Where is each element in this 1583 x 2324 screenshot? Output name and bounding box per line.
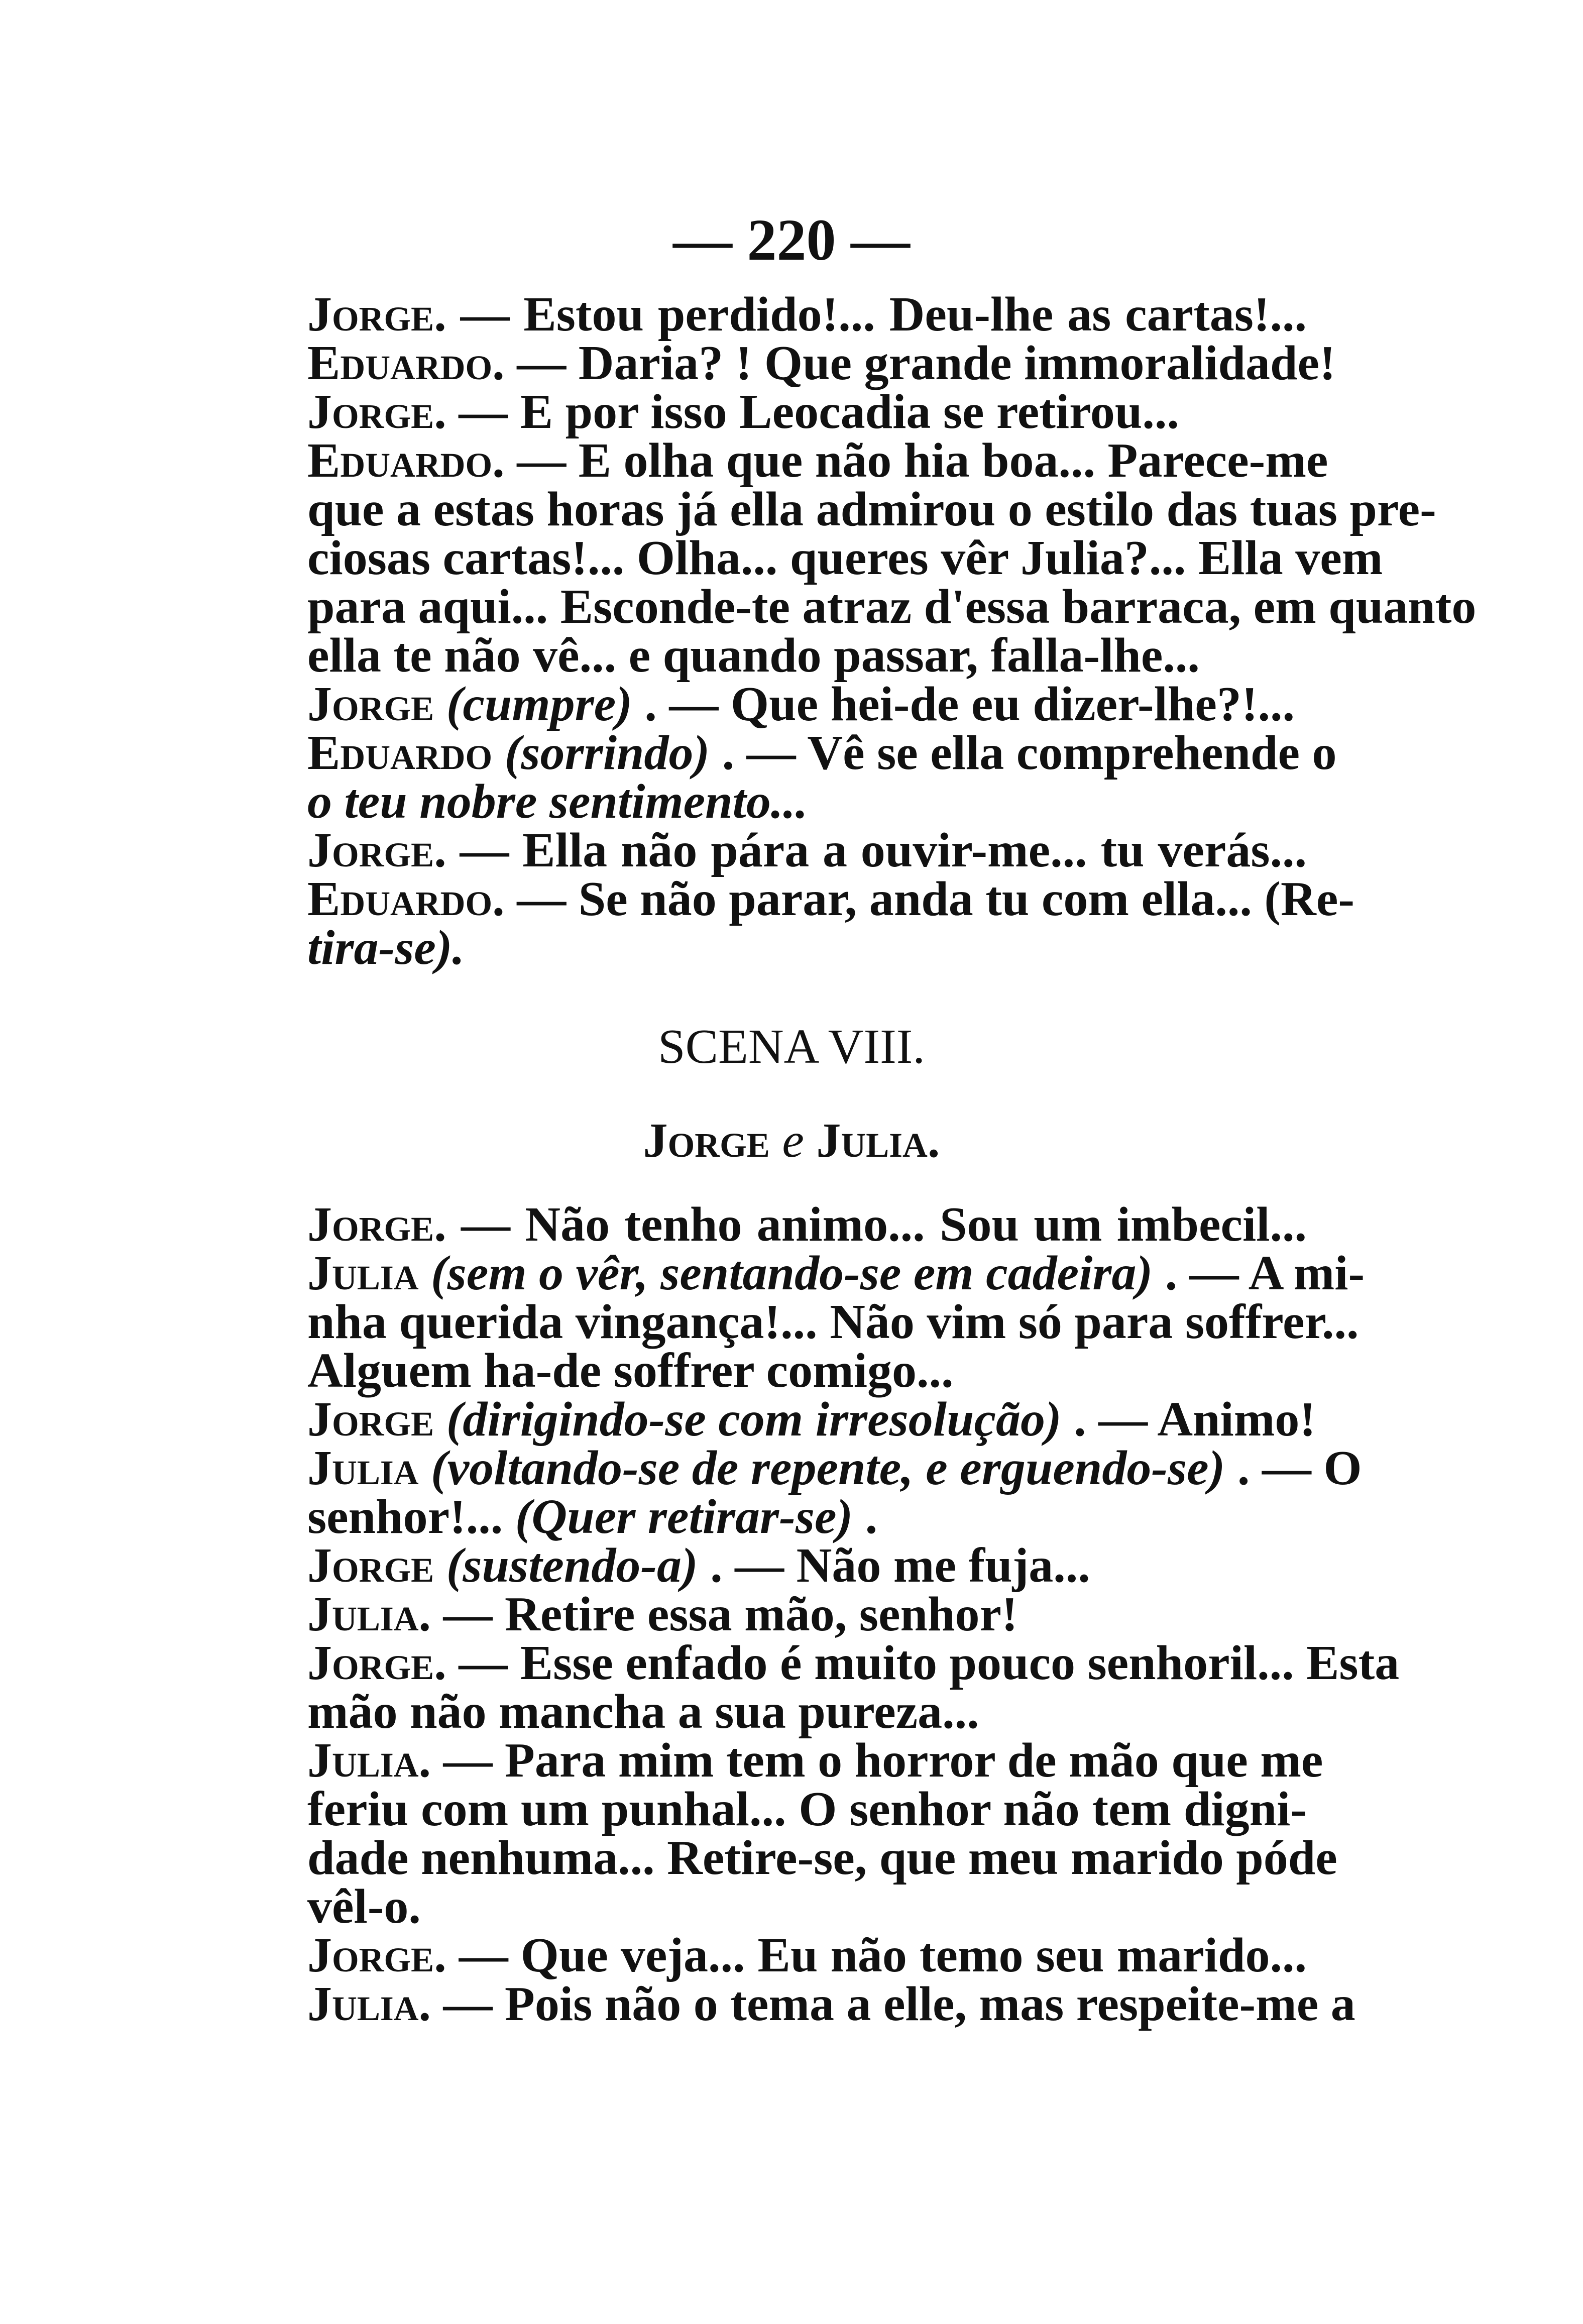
stage-direction: (voltando-se de repente, e erguendo-se) (431, 1441, 1225, 1495)
speaker-name: Eduardo. (307, 336, 505, 390)
text-line (307, 1685, 1307, 1739)
speaker-name: Jorge (307, 1392, 434, 1447)
line-text: . — O (1237, 1441, 1362, 1495)
speaker-name: Julia (307, 1441, 419, 1495)
line-text: — Ella não pára a ouvir-me... tu verás... (460, 823, 1307, 877)
text-line (307, 1587, 1307, 1641)
line-text: . — Não me fuja... (710, 1538, 1090, 1593)
text-line (307, 921, 1307, 975)
line-text: — E olha que não hia boa... Parece-me (517, 433, 1328, 488)
text-line (307, 1977, 1355, 2031)
text-line (307, 872, 1354, 926)
line-text: feriu com um punhal... O senhor não tem digni- (307, 1782, 1307, 1836)
dialogue-block-2 (307, 1197, 1400, 2031)
text-line (307, 823, 1307, 877)
stage-direction: (sustendo-a) (446, 1538, 698, 1593)
line-text: que a estas horas já ella admirou o estilo das tuas pre- (307, 482, 1436, 536)
line-text: vêl-o. (307, 1879, 421, 1934)
dialogue-block-1 (307, 287, 1477, 975)
stage-direction: o teu nobre sentimento... (307, 774, 808, 829)
text-line (307, 1879, 1307, 1934)
speaker-name: Julia. (307, 1977, 431, 2031)
conjunction: e (782, 1114, 804, 1168)
line-text: ella te não vê... e quando passar, falla-lhe... (307, 628, 1200, 683)
character-name: Jorge (643, 1114, 770, 1168)
stage-direction: (sorrindo) (504, 726, 710, 780)
text-line (307, 1782, 1307, 1836)
speaker-name: Jorge. (307, 1636, 446, 1690)
text-line (307, 1344, 1307, 1398)
text-line (307, 1538, 1307, 1593)
text-line (307, 726, 1337, 780)
text-line (307, 1636, 1400, 1690)
line-text: — Retire essa mão, senhor! (443, 1587, 1018, 1641)
line-text: . — Que hei-de eu dizer-lhe?!... (644, 677, 1295, 731)
text-line (307, 482, 1436, 536)
text-line (307, 580, 1477, 634)
line-text: — Se não parar, anda tu com ella... (Re- (517, 872, 1354, 926)
speaker-name: Julia. (307, 1733, 431, 1788)
text-line (307, 287, 1307, 342)
line-text: — E por isso Leocadia se retirou... (459, 385, 1179, 439)
text-line (307, 1490, 1307, 1544)
text-line (307, 385, 1307, 439)
speaker-name: Eduardo. (307, 433, 505, 488)
text-line (307, 336, 1336, 390)
speaker-name: Julia (307, 1246, 419, 1300)
line-text: para aqui... Esconde-te atraz d'essa barraca, em quanto (307, 580, 1477, 634)
line-text: . — Vê se ella comprehende o (722, 726, 1337, 780)
stage-direction: (cumpre) (446, 677, 632, 731)
stage-direction: (dirigindo-se com irresolução) (446, 1392, 1062, 1447)
line-text: . (865, 1490, 878, 1544)
text-line (307, 628, 1307, 683)
text-line (307, 1197, 1307, 1252)
line-text: — Daria? ! Que grande immoralidade! (517, 336, 1336, 390)
stage-direction: tira-se). (307, 921, 465, 975)
line-text: dade nenhuma... Retire-se, que meu marido póde (307, 1831, 1337, 1885)
text-line (307, 1246, 1365, 1300)
page-number: — 220 — (673, 207, 910, 273)
line-text: . — A mi- (1165, 1246, 1365, 1300)
text-line (307, 1928, 1307, 1982)
stage-direction: (Quer retirar-se) (515, 1490, 853, 1544)
line-text: . — Animo! (1074, 1392, 1316, 1447)
text-line (307, 1441, 1362, 1495)
line-text: — Não tenho animo... Sou um imbecil... (461, 1197, 1307, 1252)
stage-direction: (sem o vêr, sentando-se em cadeira) (431, 1246, 1153, 1300)
text-line (307, 1295, 1359, 1349)
speaker-name: Jorge (307, 1538, 434, 1593)
speaker-name: Eduardo (307, 726, 493, 780)
text-line (307, 677, 1307, 731)
text-line (307, 774, 1307, 829)
line-text: mão não mancha a sua pureza... (307, 1685, 979, 1739)
line-text: Alguem ha-de soffrer comigo... (307, 1344, 954, 1398)
speaker-name: Jorge. (307, 823, 446, 877)
line-text: nha querida vingança!... Não vim só para soffrer... (307, 1295, 1359, 1349)
speaker-name: Eduardo. (307, 872, 505, 926)
speaker-name: Jorge (307, 677, 434, 731)
text-line (307, 1392, 1316, 1447)
line-text: — Para mim tem o horror de mão que me (443, 1733, 1323, 1788)
text-line (307, 1831, 1337, 1885)
line-text: ciosas cartas!... Olha... queres vêr Julia?... Ella vem (307, 531, 1383, 585)
speaker-name: Jorge. (307, 385, 446, 439)
speaker-name: Jorge. (307, 1928, 446, 1982)
text-line (307, 531, 1383, 585)
line-text: — Pois não o tema a elle, mas respeite-me a (443, 1977, 1355, 2031)
scene-characters (0, 1113, 1583, 1169)
text-line (307, 433, 1328, 488)
speaker-name: Jorge. (307, 287, 446, 342)
scene-title: SCENA VIII. (658, 1020, 925, 1074)
character-name: Julia. (816, 1114, 940, 1168)
speaker-name: Julia. (307, 1587, 431, 1641)
line-text: — Esse enfado é muito pouco senhoril... Esta (459, 1636, 1400, 1690)
speaker-name: Jorge. (307, 1197, 446, 1252)
line-text: senhor!... (307, 1490, 515, 1544)
line-text: — Estou perdido!... Deu-lhe as cartas!... (460, 287, 1307, 342)
text-line (307, 1733, 1323, 1788)
line-text: — Que veja... Eu não temo seu marido... (459, 1928, 1307, 1982)
